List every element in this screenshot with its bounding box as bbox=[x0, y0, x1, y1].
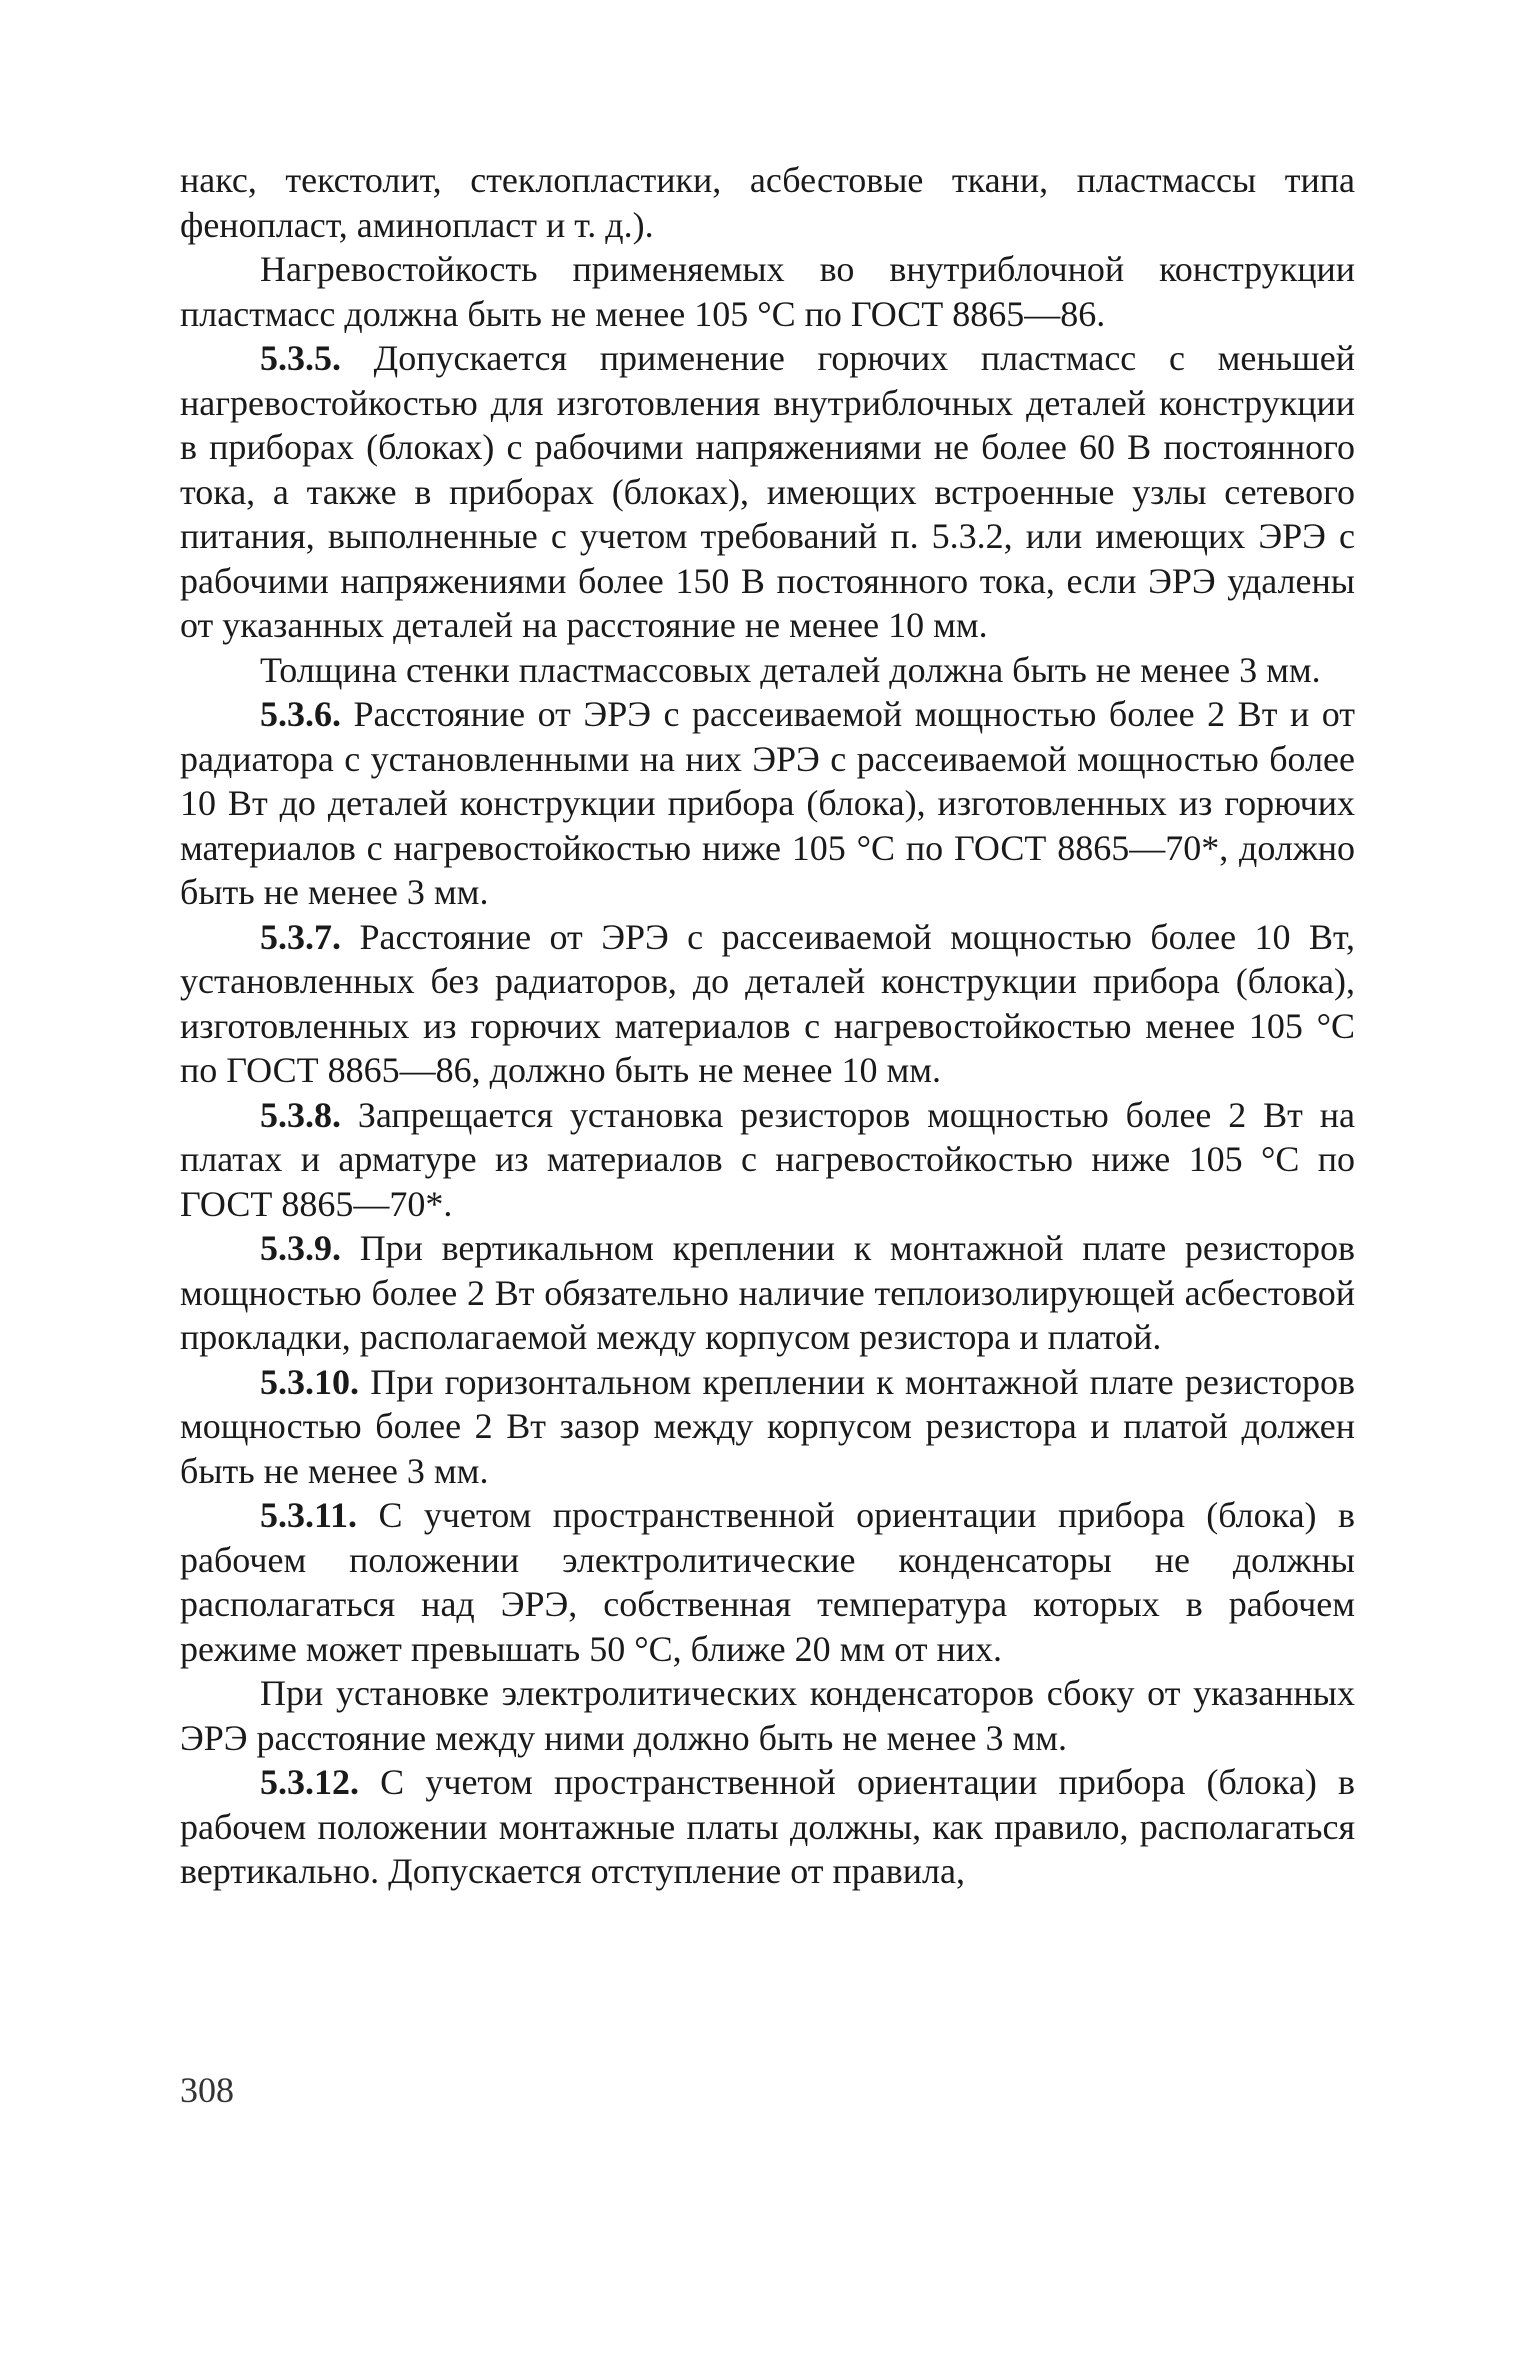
paragraph-1 bbox=[180, 158, 1355, 247]
paragraph-text: Расстояние от ЭРЭ с рассеиваемой мощностью более 10 Вт, установленных без радиаторов, до деталей конструкции прибора (блока), изготовленных из горючих материалов с нагревостойкостью менее 105 °С по ГОСТ 8865—86, должно быть не менее 10 мм. bbox=[180, 916, 1356, 1090]
paragraph-capacitor-side bbox=[180, 1671, 1355, 1760]
clause-number: 5.3.12. bbox=[260, 1762, 359, 1802]
paragraph-text: накс, текстолит, стеклопластики, асбестовые ткани, пластмассы типа фенопласт, аминопласт и т. д.). bbox=[180, 160, 1355, 245]
page-number: 308 bbox=[180, 2070, 234, 2110]
clause-number: 5.3.10. bbox=[260, 1361, 359, 1402]
paragraph-text: С учетом пространственной ориентации прибора (блока) в рабочем положении электролитические конденсаторы не должны располагаться над ЭРЭ, собственная температура которых в рабочем режиме может превышать 50 °С, ближе 20 мм от них. bbox=[180, 1495, 1355, 1669]
paragraph-text: Расстояние от ЭРЭ с рассеиваемой мощностью более 2 Вт и от радиатора с установленными на них ЭРЭ с рассеиваемой мощностью более 10 Вт до деталей конструкции прибора (блока), изготовленных из горючих материалов с нагревостойкостью ниже 105 °С по ГОСТ 8865—70*, должно быть не менее 3 мм. bbox=[180, 694, 1355, 912]
clause-5-3-12 bbox=[180, 1760, 1355, 1894]
clause-5-3-11 bbox=[180, 1493, 1355, 1671]
clause-5-3-5 bbox=[180, 336, 1355, 648]
clause-number: 5.3.7. bbox=[260, 916, 341, 957]
paragraph-text: Допускается применение горючих пластмасс с меньшей нагревостойкостью для изготовления внутриблочных деталей конструкции в приборах (блоках) с рабочими напряжениями не более 60 В постоянного тока, а также в приборах (блоках), имеющих встроенные узлы сетевого питания, выполненные с учетом требований п. 5.3.2, или имеющих ЭРЭ с рабочими напряжениями более 150 В постоянного тока, если ЭРЭ удалены от указанных деталей на расстояние не менее 10 мм. bbox=[180, 338, 1356, 645]
clause-5-3-10 bbox=[180, 1360, 1355, 1494]
paragraph-text: Толщина стенки пластмассовых деталей должна быть не менее 3 мм. bbox=[260, 649, 1321, 690]
clause-5-3-7 bbox=[180, 915, 1355, 1093]
clause-number: 5.3.8. bbox=[260, 1094, 341, 1135]
clause-number: 5.3.6. bbox=[260, 694, 341, 734]
paragraph-text: Нагревостойкость применяемых во внутриблочной конструкции пластмасс должна быть не менее 105 °С по ГОСТ 8865—86. bbox=[180, 249, 1355, 334]
paragraph-2 bbox=[180, 247, 1355, 336]
clause-5-3-6 bbox=[180, 692, 1355, 915]
clause-number: 5.3.5. bbox=[260, 338, 341, 378]
paragraph-text: С учетом пространственной ориентации прибора (блока) в рабочем положении монтажные платы должны, как правило, располагаться вертикально. Допускается отступление от правила, bbox=[180, 1762, 1355, 1891]
clause-5-3-9 bbox=[180, 1226, 1355, 1360]
clause-number: 5.3.9. bbox=[260, 1228, 341, 1268]
paragraph-text: При установке электролитических конденсаторов сбоку от указанных ЭРЭ расстояние между ними должно быть не менее 3 мм. bbox=[180, 1673, 1355, 1758]
paragraph-wall-thickness bbox=[180, 648, 1355, 693]
clause-number: 5.3.11. bbox=[260, 1495, 358, 1535]
clause-5-3-8 bbox=[180, 1093, 1355, 1227]
page-body bbox=[180, 158, 1355, 1894]
paragraph-text: При вертикальном креплении к монтажной плате резисторов мощностью более 2 Вт обязательно наличие теплоизолирующей асбестовой прокладки, располагаемой между корпусом резистора и платой. bbox=[180, 1228, 1356, 1357]
paragraph-text: Запрещается установка резисторов мощностью более 2 Вт на платах и арматуре из материалов с нагревостойкостью ниже 105 °С по ГОСТ 8865—70*. bbox=[180, 1094, 1355, 1224]
paragraph-text: При горизонтальном креплении к монтажной плате резисторов мощностью более 2 Вт зазор между корпусом резистора и платой должен быть не менее 3 мм. bbox=[180, 1361, 1355, 1491]
